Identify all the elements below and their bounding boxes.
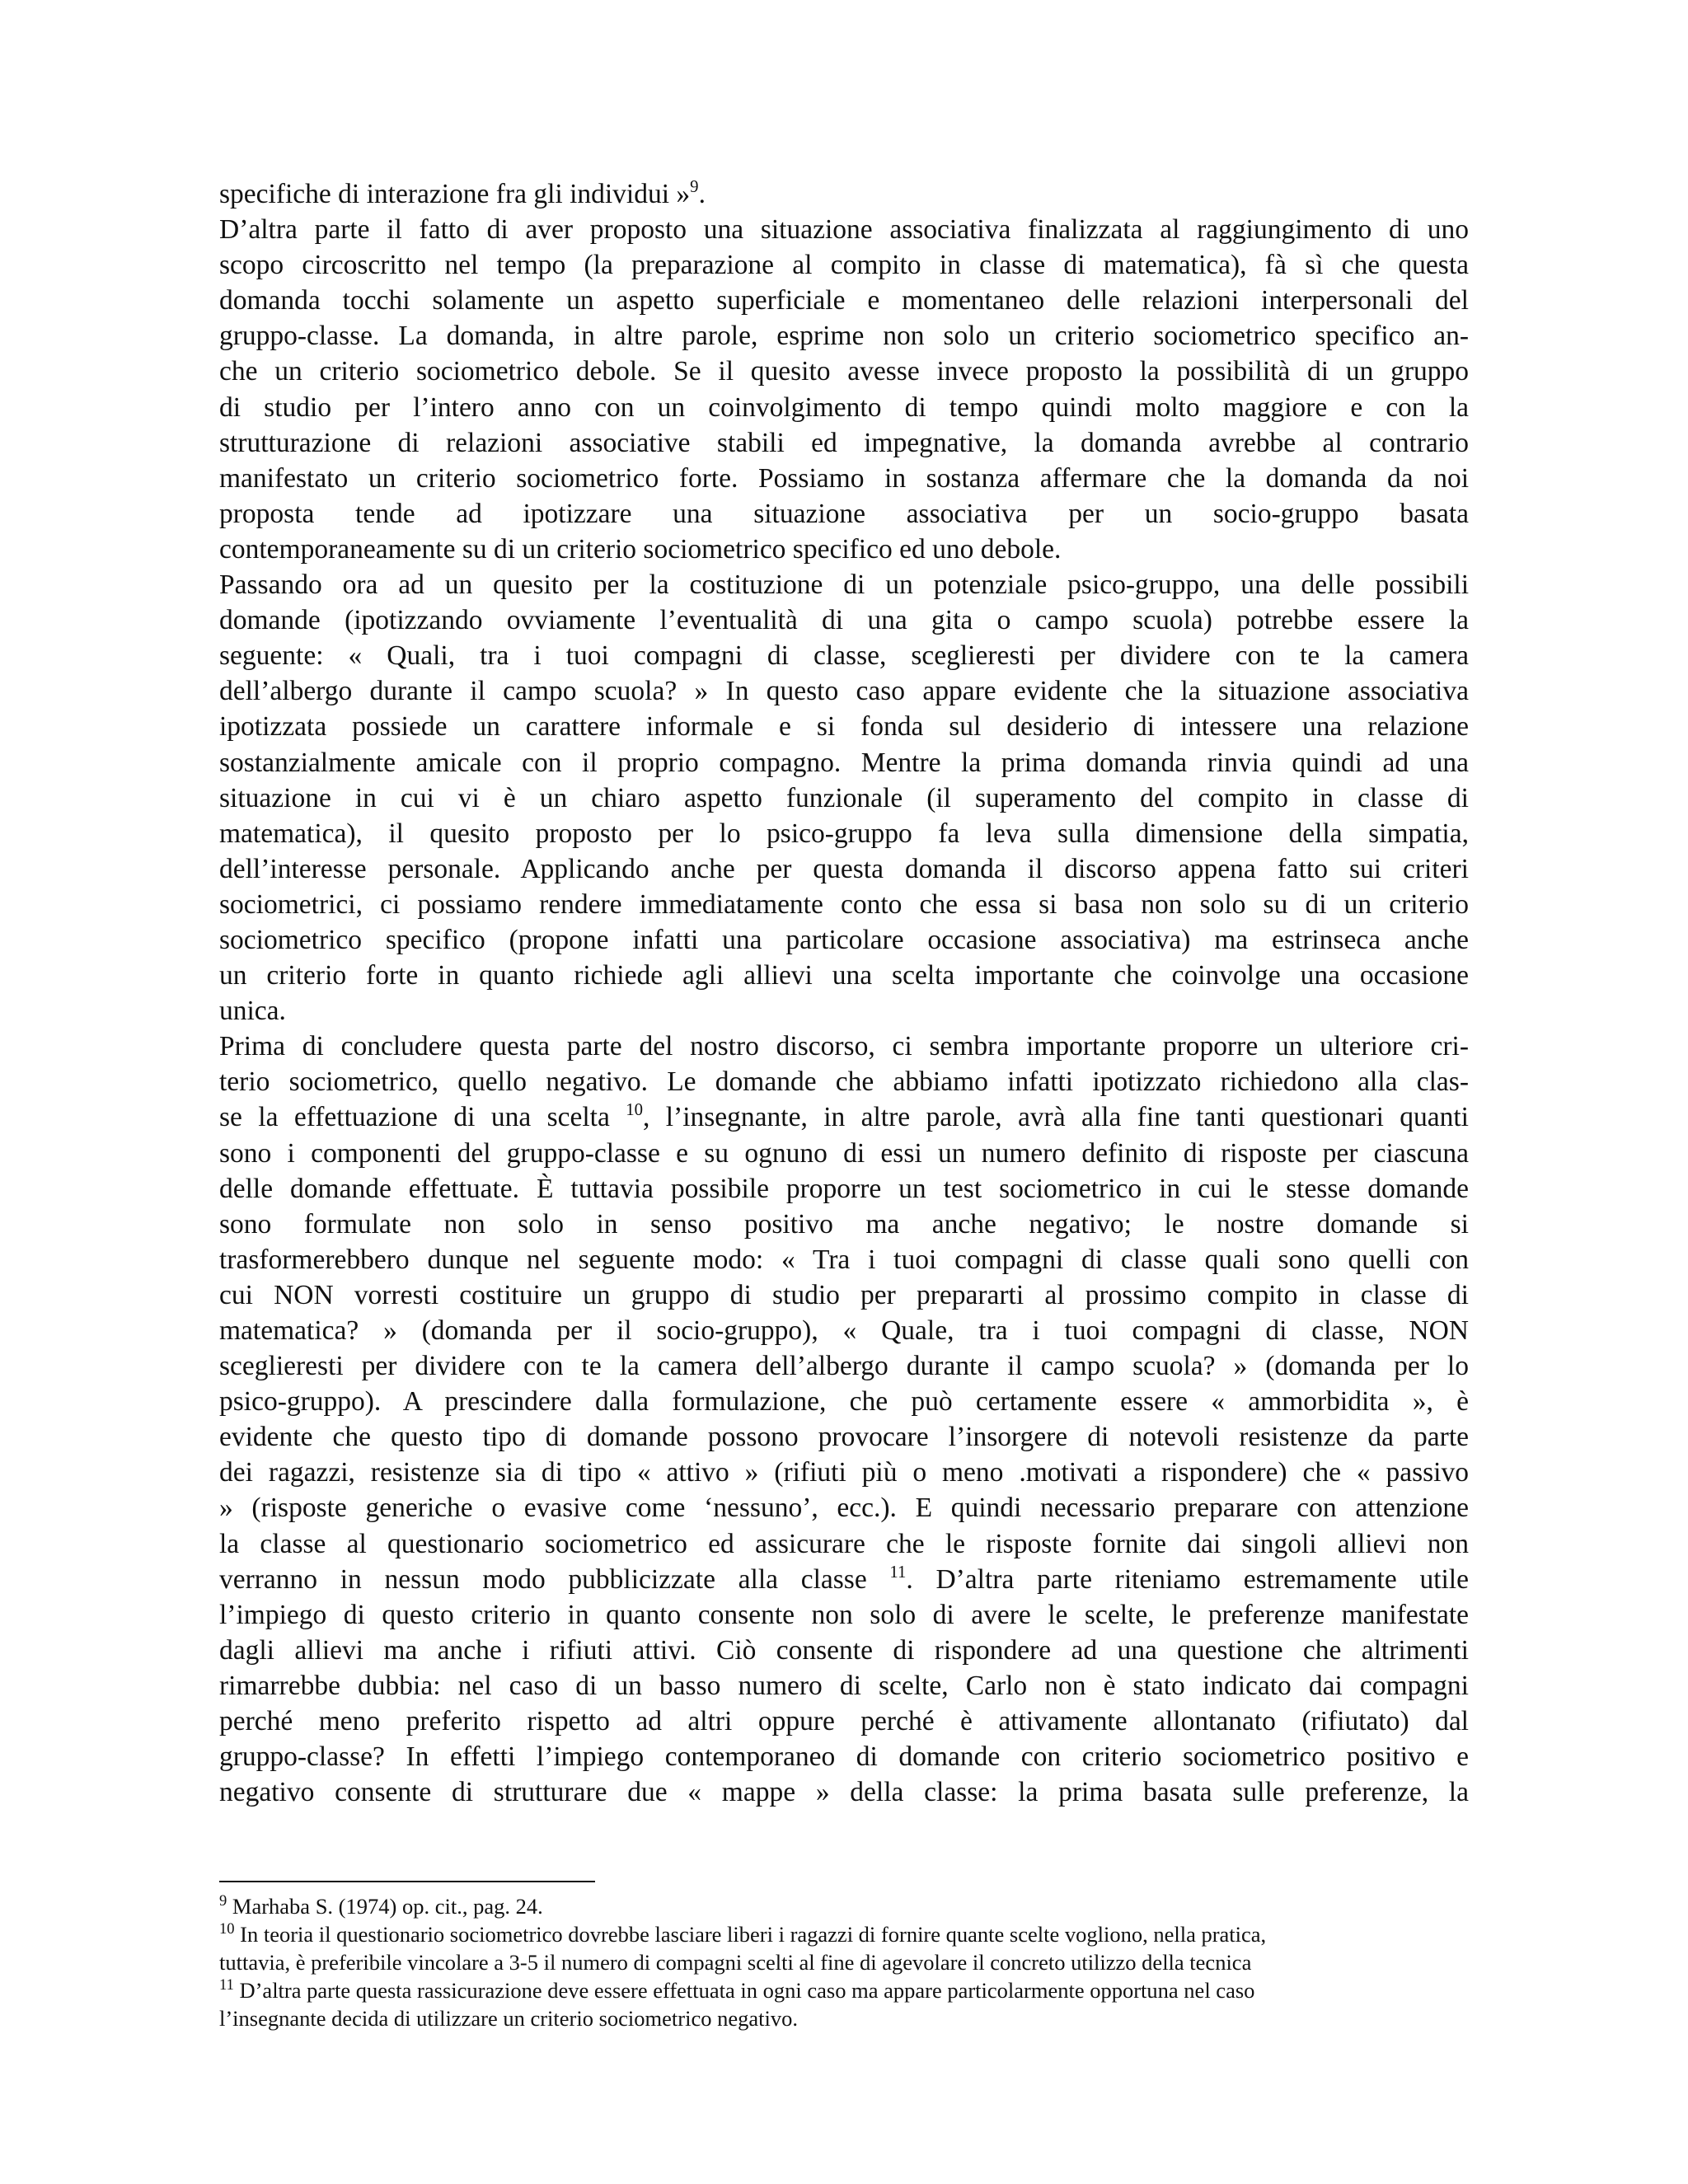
footnote-line: $^{10}$ In teoria il questionario sociometrico dovrebbe lasciare liberi i ragazzi di fornire quante scelte vogliono, nella pratica, [219, 1919, 1267, 1947]
text-line: domanda tocchi solamente un aspetto superficiale e momentaneo delle relazioni interpersonali del [219, 285, 1469, 316]
text-line: seguente: « Quali, tra i tuoi compagni di classe, sceglieresti per dividere con te la camera [219, 640, 1469, 672]
footnote-ref: 10 [626, 1100, 643, 1120]
text-line: matematica), il quesito proposto per lo psico-gruppo fa leva sulla dimensione della simpatia, [219, 818, 1469, 849]
text-line: strutturazione di relazioni associative stabili ed impegnative, la domanda avrebbe al contrario [219, 427, 1469, 458]
text-line: situazione in cui vi è un chiaro aspetto funzionale (il superamento del compito in classe di [219, 782, 1469, 813]
footnote-number: 9 [219, 1891, 227, 1910]
body-text [219, 176, 1469, 1810]
text-line: scopo circoscritto nel tempo (la preparazione al compito in classe di matematica), fà sì che questa [219, 250, 1469, 281]
text-line: domande (ipotizzando ovviamente l’eventualità di una gita o campo scuola) potrebbe essere la [219, 605, 1469, 636]
text-line: gruppo-classe? In effetti l’impiego contemporaneo di domande con criterio sociometrico positivo e [219, 1741, 1469, 1773]
text-line: sociometrico specifico (propone infatti una particolare occasione associativa) ma estrinseca anche [219, 924, 1469, 955]
footnote-number: 11 [219, 1975, 234, 1994]
text-line: psico-gruppo). A prescindere dalla formulazione, che può certamente essere « ammorbidita », è [219, 1386, 1469, 1418]
text-line: un criterio forte in quanto richiede agli allievi una scelta importante che coinvolge una occasione [219, 960, 1469, 991]
text-line: » (risposte generiche o evasive come ‘nessuno’, ecc.). E quindi necessario preparare con attenzione [219, 1493, 1469, 1524]
text-line: delle domande effettuate. È tuttavia possibile proporre un test sociometrico in cui le stesse domande [219, 1173, 1469, 1204]
text-line: dell’albergo durante il campo scuola? » In questo caso appare evidente che la situazione associativa [219, 676, 1469, 707]
text-line: terio sociometrico, quello negativo. Le domande che abbiamo infatti ipotizzato richiedono alla clas- [219, 1066, 1469, 1098]
text-line: se la effettuazione di una scelta $^{10}$, l’insegnante, in altre parole, avrà alla fine tanti questionari quanti [219, 1100, 1469, 1133]
footnote-line: $^9$ Marhaba S. (1974) op. cit., pag. 24. [219, 1891, 543, 1919]
text-line: contemporaneamente su di un criterio sociometrico specifico ed uno debole. [219, 533, 1062, 565]
footnote-ref: 9 [690, 177, 699, 197]
text-line: rimarrebbe dubbia: nel caso di un basso numero di scelte, Carlo non è stato indicato dai compagni [219, 1670, 1469, 1701]
text-line: dell’interesse personale. Applicando anche per questa domanda il discorso appena fatto sui criteri [219, 853, 1469, 884]
text-line: specifiche di interazione fra gli individui »$^9$. [219, 177, 706, 209]
footnotes [219, 1892, 1469, 2032]
text-line: negativo consente di strutturare due « mappe » della classe: la prima basata sulle preferenze, la [219, 1777, 1469, 1808]
text-line: verranno in nessun modo pubblicizzate alla classe $^{11}$. D’altra parte riteniamo estremamente utile [219, 1562, 1469, 1595]
text-line: di studio per l’intero anno con un coinvolgimento di tempo quindi molto maggiore e con la [219, 391, 1469, 423]
text-line: Passando ora ad un quesito per la costituzione di un potenziale psico-gruppo, una delle possibili [219, 569, 1469, 601]
footnote-line: l’insegnante decida di utilizzare un criterio sociometrico negativo. [219, 2006, 798, 2031]
text-line: cui NON vorresti costituire un gruppo di studio per prepararti al prossimo compito in classe di [219, 1279, 1469, 1310]
text-line: la classe al questionario sociometrico ed assicurare che le risposte fornite dai singoli allievi non [219, 1528, 1469, 1559]
footnote-number: 10 [219, 1919, 235, 1938]
text-line: che un criterio sociometrico debole. Se il quesito avesse invece proposto la possibilità di un gruppo [219, 356, 1469, 387]
text-line: unica. [219, 996, 286, 1027]
text-line: trasformerebbero dunque nel seguente modo: « Tra i tuoi compagni di classe quali sono quelli con [219, 1244, 1469, 1275]
text-line: sociometrici, ci possiamo rendere immediatamente conto che essa si basa non solo su di un criterio [219, 888, 1469, 920]
text-line: manifestato un criterio sociometrico forte. Possiamo in sostanza affermare che la domanda da noi [219, 462, 1469, 494]
footnote-line: tuttavia, è preferibile vincolare a 3-5 il numero di compagni scelti al fine di agevolare il concreto utilizzo della tecnica [219, 1950, 1252, 1975]
text-line: sostanzialmente amicale con il proprio compagno. Mentre la prima domanda rinvia quindi ad una [219, 747, 1469, 778]
text-line: matematica? » (domanda per il socio-gruppo), « Quale, tra i tuoi compagni di classe, NON [219, 1315, 1469, 1346]
text-line: dei ragazzi, resistenze sia di tipo « attivo » (rifiuti più o meno .motivati a rispondere) che « passivo [219, 1457, 1469, 1488]
text-line: ipotizzata possiede un carattere informale e si fonda sul desiderio di intessere una relazione [219, 711, 1469, 743]
text-line: evidente che questo tipo di domande possono provocare l’insorgere di notevoli resistenze da parte [219, 1422, 1469, 1453]
footnote-separator [219, 1881, 595, 1882]
text-line: perché meno preferito rispetto ad altri oppure perché è attivamente allontanato (rifiutato) dal [219, 1706, 1469, 1737]
text-line: sono formulate non solo in senso positivo ma anche negativo; le nostre domande si [219, 1208, 1469, 1240]
text-line: Prima di concludere questa parte del nostro discorso, ci sembra importante proporre un ulteriore cri- [219, 1031, 1469, 1062]
text-line: proposta tende ad ipotizzare una situazione associativa per un socio-gruppo basata [219, 498, 1469, 529]
text-line: sono i componenti del gruppo-classe e su ognuno di essi un numero definito di risposte per ciascuna [219, 1137, 1469, 1169]
text-line: gruppo-classe. La domanda, in altre parole, esprime non solo un criterio sociometrico specifico an- [219, 321, 1469, 352]
footnote-ref: 11 [889, 1562, 907, 1582]
footnote-line: $^{11}$ D’altra parte questa rassicurazione deve essere effettuata in ogni caso ma appare particolarmente opportuna nel caso [219, 1975, 1255, 2003]
text-line: D’altra parte il fatto di aver proposto una situazione associativa finalizzata al raggiungimento di uno [219, 214, 1469, 246]
text-line: sceglieresti per dividere con te la camera dell’albergo durante il campo scuola? » (domanda per lo [219, 1351, 1469, 1382]
text-line: dagli allievi ma anche i rifiuti attivi. Ciò consente di rispondere ad una questione che altrimenti [219, 1634, 1469, 1666]
text-line: l’impiego di questo criterio in quanto consente non solo di avere le scelte, le preferenze manifestate [219, 1599, 1469, 1630]
